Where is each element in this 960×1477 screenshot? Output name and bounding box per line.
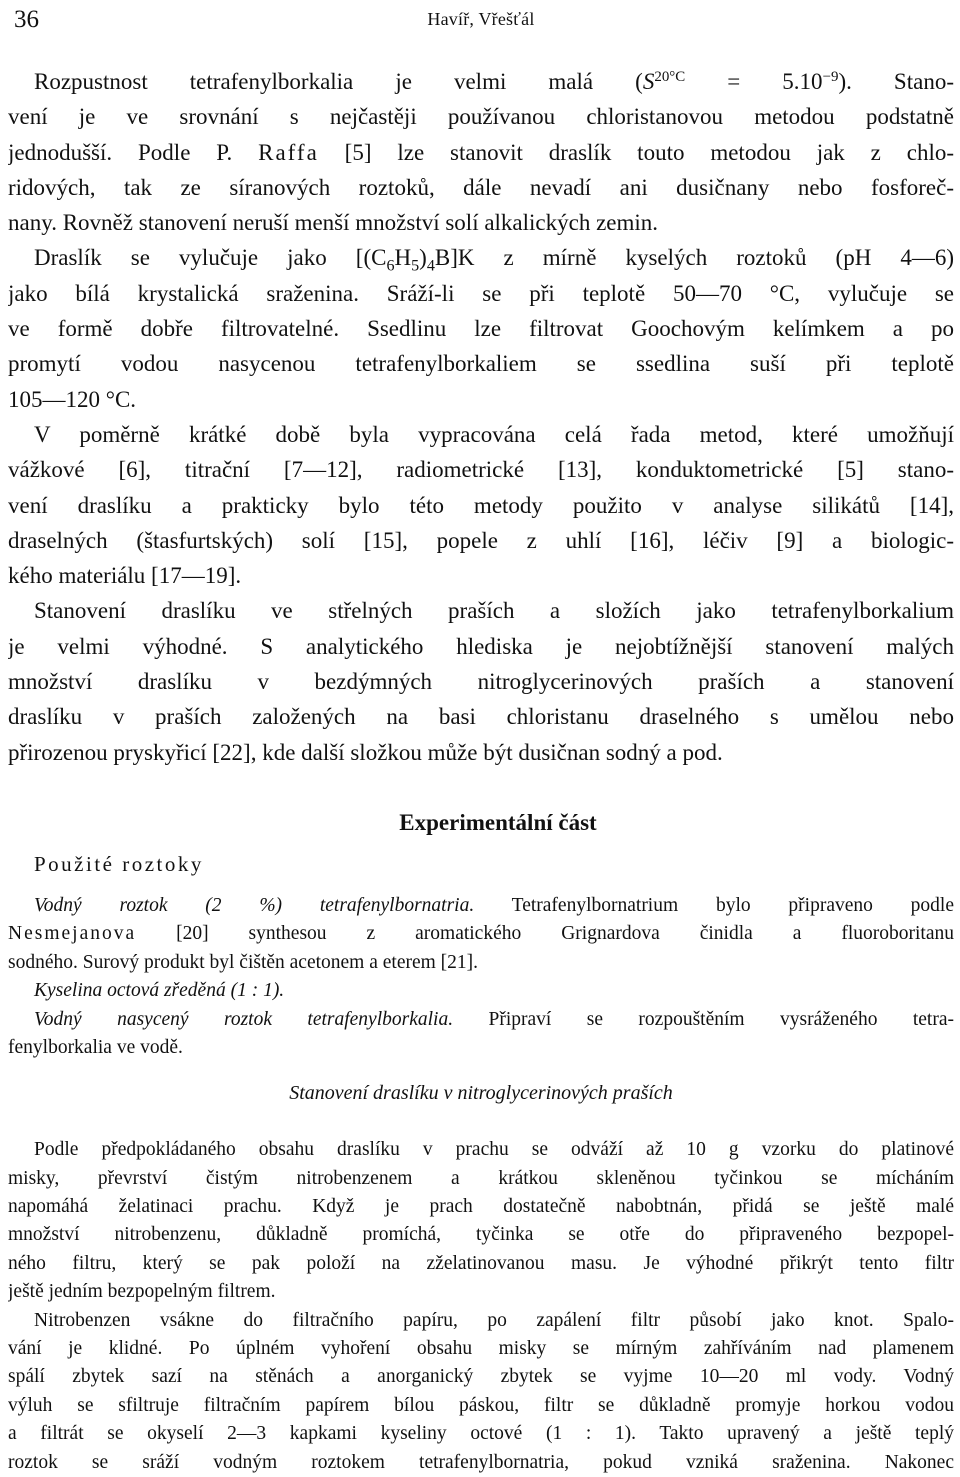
text-run: 6 xyxy=(386,258,395,276)
text-run: Vodný roztok (2 %) tetrafenylbornatria. xyxy=(34,894,475,916)
text-line xyxy=(8,1165,954,1193)
text-run: Podle předpokládaného obsahu draslíku v prachu se odváží až 10 g vzorku do platinové xyxy=(34,1139,954,1161)
text-line xyxy=(8,593,954,628)
text-line xyxy=(8,346,954,381)
text-line xyxy=(8,99,954,134)
text-run: Tetrafenylbornatrium bylo připraveno podle xyxy=(474,894,954,916)
text-line xyxy=(8,382,954,417)
text-run: Nitrobenzen vsákne do filtračního papíru, po zapálení filtr působí jako knot. Spalo- xyxy=(34,1309,954,1331)
text-run: spálí zbytek sazí na stěnách a anorganický zbytek se vyjme 10—20 ml vody. Vodný xyxy=(8,1366,954,1388)
text-line xyxy=(8,949,954,977)
text-line xyxy=(8,1449,954,1477)
text-line xyxy=(8,205,954,240)
text-run: promytí vodou nasycenou tetrafenylborkaliem se ssedlina suší při teplotě xyxy=(8,351,954,377)
text-line xyxy=(8,170,954,205)
text-run: S xyxy=(642,69,655,94)
text-run: napomáhá želatinaci prachu. Když je prach dostatečně nabobtnán, přidá se ještě malé xyxy=(8,1196,954,1218)
text-line xyxy=(8,558,954,593)
text-run: vení draslíku a prakticky bylo této metody použito v analyse silikátů [14], xyxy=(8,492,954,518)
text-line xyxy=(8,417,954,452)
text-run: [5] lze stanovit draslík touto metodou jak z chlo- xyxy=(318,139,954,165)
text-run: roztok se sráží vodným roztokem tetrafenylbornatria, pokud vzniká sraženina. Nakonec xyxy=(8,1451,954,1473)
text-run: vážkové [6], titrační [7—12], radiometrické [13], konduktometrické [5] stano- xyxy=(8,457,954,483)
text-run: ridových, tak ze síranových roztoků, dále nevadí ani dusičnany nebo fosforeč- xyxy=(8,174,954,200)
text-run: nany. Rovněž stanovení neruší menší množství solí alkalických zemin. xyxy=(8,210,659,236)
page xyxy=(8,0,954,1477)
text-run: jako bílá krystalická sraženina. Sráží-li se při teplotě 50—70 °C, vylučuje se xyxy=(8,280,954,306)
text-run: vání je klidné. Po úplném vyhoření obsahu misky se mírným zahříváním nad plamenem xyxy=(8,1338,954,1360)
text-line xyxy=(8,240,954,275)
text-run: Stanovení draslíku ve střelných praších a složích jako tetrafenylborkalium xyxy=(34,598,954,624)
text-run: vení je ve srovnání s nejčastěji používanou chloristanovou metodou podstatně xyxy=(8,104,954,130)
subsection-label: Použité roztoky xyxy=(34,851,204,876)
text-run: Raffa xyxy=(258,139,319,165)
text-run: Draslík se vylučuje jako [(C xyxy=(34,245,387,271)
text-line xyxy=(8,488,954,523)
text-line xyxy=(8,1392,954,1420)
text-line xyxy=(8,452,954,487)
text-line xyxy=(8,1335,954,1363)
text-run: draslíku v praších založených na basi chloristanu draselného s umělou nebo xyxy=(8,704,954,730)
text-run: −9 xyxy=(822,68,839,85)
text-run: množství draslíku v bezdýmných nitroglycerinových praších a stanovení xyxy=(8,669,954,695)
text-line xyxy=(8,735,954,770)
text-run: ného filtru, který se pak položí na zželatinovanou masu. Je výhodné přikrýt tento filtr xyxy=(8,1252,954,1274)
text-line xyxy=(8,892,954,920)
text-line xyxy=(8,1136,954,1164)
text-run: sodného. Surový produkt byl čištěn acetonem a eterem [21]. xyxy=(8,951,479,973)
text-run: ve formě dobře filtrovatelné. Ssedlinu lze filtrovat Goochovým kelímkem a po xyxy=(8,316,954,342)
text-run: V poměrně krátké době byla vypracována celá řada metod, které umožňují xyxy=(34,421,954,447)
text-run: 5 xyxy=(411,258,420,276)
text-run: misky, převrství čistým nitrobenzenem a krátkou skleněnou tyčinkou se mícháním xyxy=(8,1167,954,1189)
text-line xyxy=(8,135,954,170)
text-line xyxy=(8,1034,954,1062)
text-run: a filtrát se okyselí 2—3 kapkami kyseliny octové (1 : 1). Takto upravený a ještě teplý xyxy=(8,1423,954,1445)
text-line xyxy=(8,311,954,346)
text-line xyxy=(8,1221,954,1249)
text-run: ještě jedním bezpopelným filtrem. xyxy=(8,1281,276,1303)
running-title-authors: Havíř, Vřešťál xyxy=(427,9,535,29)
text-run: ) xyxy=(419,245,427,271)
text-line xyxy=(8,629,954,664)
text-line xyxy=(8,977,954,1005)
text-run: množství nitrobenzenu, důkladně promíchá, tyčinka se otře do připraveného bezpopel- xyxy=(8,1224,954,1246)
text-run: Připraví se rozpouštěním vysráženého tetra- xyxy=(453,1008,954,1030)
text-run: [20] synthesou z aromatického Grignardova činidla a fluoroboritanu xyxy=(136,923,954,945)
text-line xyxy=(8,523,954,558)
text-run: přirozenou pryskyřicí [22], kde další složkou může být dusičnan sodný a pod. xyxy=(8,739,723,765)
text-run: Kyselina octová zředěná (1 : 1). xyxy=(34,980,285,1002)
text-run: fenylborkalia ve vodě. xyxy=(8,1036,183,1058)
text-line xyxy=(8,1363,954,1391)
section-heading: Experimentální část xyxy=(399,809,597,835)
text-run: jednodušší. Podle P. xyxy=(8,139,259,165)
text-run: kého materiálu [17—19]. xyxy=(8,563,242,589)
text-run: je velmi výhodné. S analytického hlediska je nejobtížnější stanovení malých xyxy=(8,633,954,659)
text-line xyxy=(8,1250,954,1278)
text-line xyxy=(8,1006,954,1034)
text-line xyxy=(8,920,954,948)
text-line xyxy=(8,1278,954,1306)
text-line xyxy=(8,1193,954,1221)
text-line xyxy=(8,699,954,734)
text-run: H xyxy=(394,245,412,271)
text-run: 20°C xyxy=(654,68,686,85)
text-run: ). Stano- xyxy=(838,69,954,94)
text-line xyxy=(8,276,954,311)
text-line xyxy=(8,664,954,699)
intro-paragraphs xyxy=(8,64,954,770)
method-heading: Stanovení draslíku v nitroglycerinových praších xyxy=(289,1082,673,1105)
page-number: 36 xyxy=(14,6,39,33)
text-run: Vodný nasycený roztok tetrafenylborkalia. xyxy=(34,1008,454,1030)
text-run: 105—120 °C. xyxy=(8,386,137,412)
text-line xyxy=(8,64,954,99)
text-run: draselných (štasfurtských) solí [15], popele z uhlí [16], léčiv [9] a biologic- xyxy=(8,527,954,553)
text-run: = 5.10 xyxy=(685,69,823,94)
text-run: výluh se sfiltruje filtračním papírem bílou páskou, filtr se důkladně promyje horkou vodou xyxy=(8,1394,954,1416)
method-paragraphs xyxy=(8,1136,954,1477)
text-run: Nesmejanova xyxy=(8,923,137,945)
text-run: 4 xyxy=(426,258,435,276)
text-run: B]K z mírně kyselých roztoků (pH 4—6) xyxy=(434,245,954,271)
solutions-paragraphs xyxy=(8,892,954,1062)
text-line xyxy=(8,1420,954,1448)
running-head xyxy=(8,0,954,40)
text-line xyxy=(8,1307,954,1335)
text-run: Rozpustnost tetrafenylborkalia je velmi malá ( xyxy=(34,69,643,94)
